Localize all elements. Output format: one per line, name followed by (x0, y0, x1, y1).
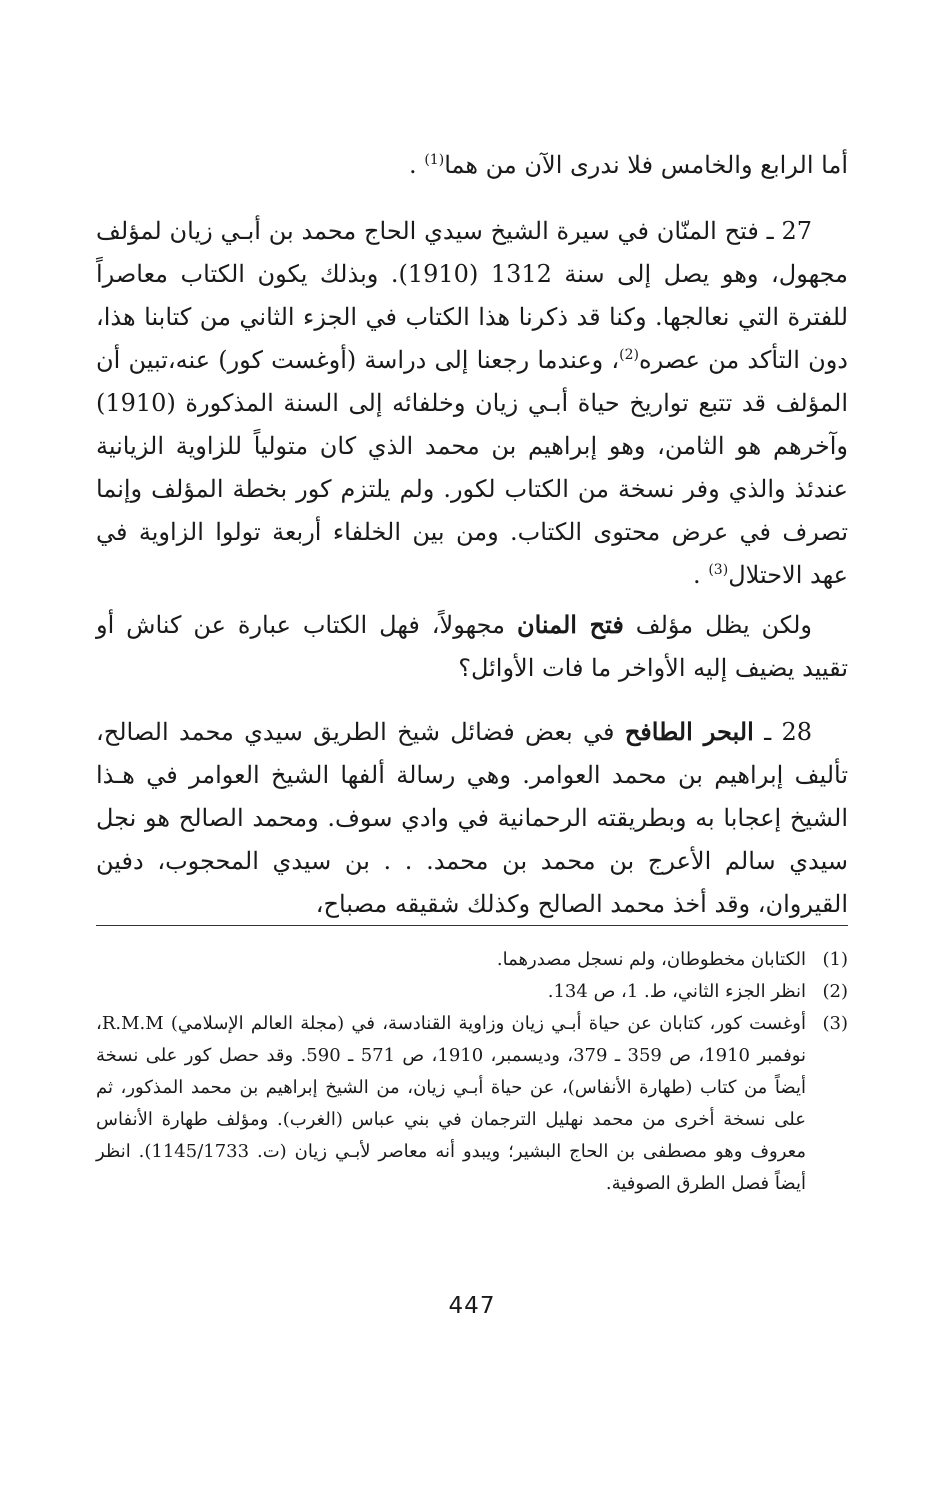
footnote-1 (96, 944, 848, 976)
footnote-number: (3) (822, 1013, 848, 1034)
footnote-ref-1: (1) (424, 152, 445, 168)
footnote-ref-3: (3) (708, 562, 729, 578)
footnote-divider (96, 925, 848, 926)
item-number-27: 27 ـ (766, 217, 812, 245)
item-28-text: في بعض فضائل شيخ الطريق سيدي محمد الصالح، تأليف إبراهيم بن محمد العوامر. وهي رسالة ألفها الشيخ العوامر في هـذا الشيخ إعجابا به وبطريقته الرحمانية في وادي سوف. ومحمد الصالح هو نجل سيدي سالم الأعرج بن محمد بن محمد. . . بن سيدي المحجوب، دفين القيروان، وقد أخذ محمد الصالح وكذلك شقيقه مصباح، (96, 718, 848, 918)
item-28-book-title: البحر الطافح (624, 717, 754, 746)
question-text-a: ولكن يظل مؤلف (635, 611, 812, 639)
footnote-text: انظر الجزء الثاني، ط. 1، ص 134. (547, 981, 806, 1002)
item-27-text-a: فتح المنّان في سيرة الشيخ سيدي الحاج محمد بن أبـي زيان لمؤلف مجهول، وهو يصل إلى سنة 1312 (1910). وبذلك يكون الكتاب معاصراً للفترة التي نعالجها. وكنا قد ذكرنا هذا الكتاب في الجزء الثاني من كتابنا هذا، دون التأكد من عصره (96, 217, 849, 374)
paragraph-intro-end: . (409, 151, 417, 179)
item-27-text-b: ، وعندما رجعنا إلى دراسة (أوغست كور) عنه،تبين أن المؤلف قد تتبع تواريخ حياة أبـي زيان وخلفائه إلى السنة المذكورة (1910) وآخرهم هو الثامن، وهو إبراهيم بن محمد الذي كان متولياً للزاوية الزيانية عندئذ والذي وفر نسخة من الكتاب لكور. ولم يلتزم كور بخطة المؤلف وإنما تصرف في عرض محتوى الكتاب. ومن بين الخلفاء أربعة تولوا الزاوية في عهد الاحتلال (96, 346, 848, 589)
footnote-text: الكتابان مخطوطان، ولم نسجل مصدرهما. (496, 949, 806, 970)
paragraph-item-27 (96, 210, 848, 597)
item-number-28: 28 ـ (764, 718, 812, 746)
paragraph-intro-text: أما الرابع والخامس فلا ندرى الآن من هما (444, 151, 848, 179)
item-27-end: . (693, 561, 701, 589)
question-book-title: فتح المنان (516, 610, 624, 639)
paragraph-item-28 (96, 710, 848, 926)
footnote-ref-2: (2) (619, 347, 640, 363)
footnote-text: أوغست كور، كتابان عن حياة أبـي زيان وزاوية القنادسة، في (مجلة العالم الإسلامي) R.M.M، نوفمبر 1910، ص 359 ـ 379، وديسمبر، 1910، ص 571 ـ 590. وقد حصل كور على نسخة أيضاً من كتاب (طهارة الأنفاس)، عن حياة أبـي زيان، من الشيخ إبراهيم بن محمد المذكور، ثم على نسخة أخرى من محمد نهليل الترجمان في بني عباس (الغرب). ومؤلف طهارة الأنفاس معروف وهو مصطفى بن الحاج البشير؛ ويبدو أنه معاصر لأبـي زيان (ت. 1145/1733). انظر أيضاً فصل الطرق الصوفية. (96, 1013, 807, 1194)
footnote-3 (96, 1008, 848, 1200)
footnote-number: (1) (822, 949, 848, 970)
page-number: 447 (448, 1293, 496, 1319)
question-text-b: مجهولاً، فهل الكتاب عبارة عن كناش أو تقييد يضيف إليه الأواخر ما فات الأوائل؟ (96, 611, 848, 682)
paragraph-intro (96, 144, 848, 187)
paragraph-question (96, 603, 848, 690)
footnote-2 (96, 976, 848, 1008)
footnotes (96, 944, 848, 1200)
footnote-number: (2) (822, 981, 848, 1002)
